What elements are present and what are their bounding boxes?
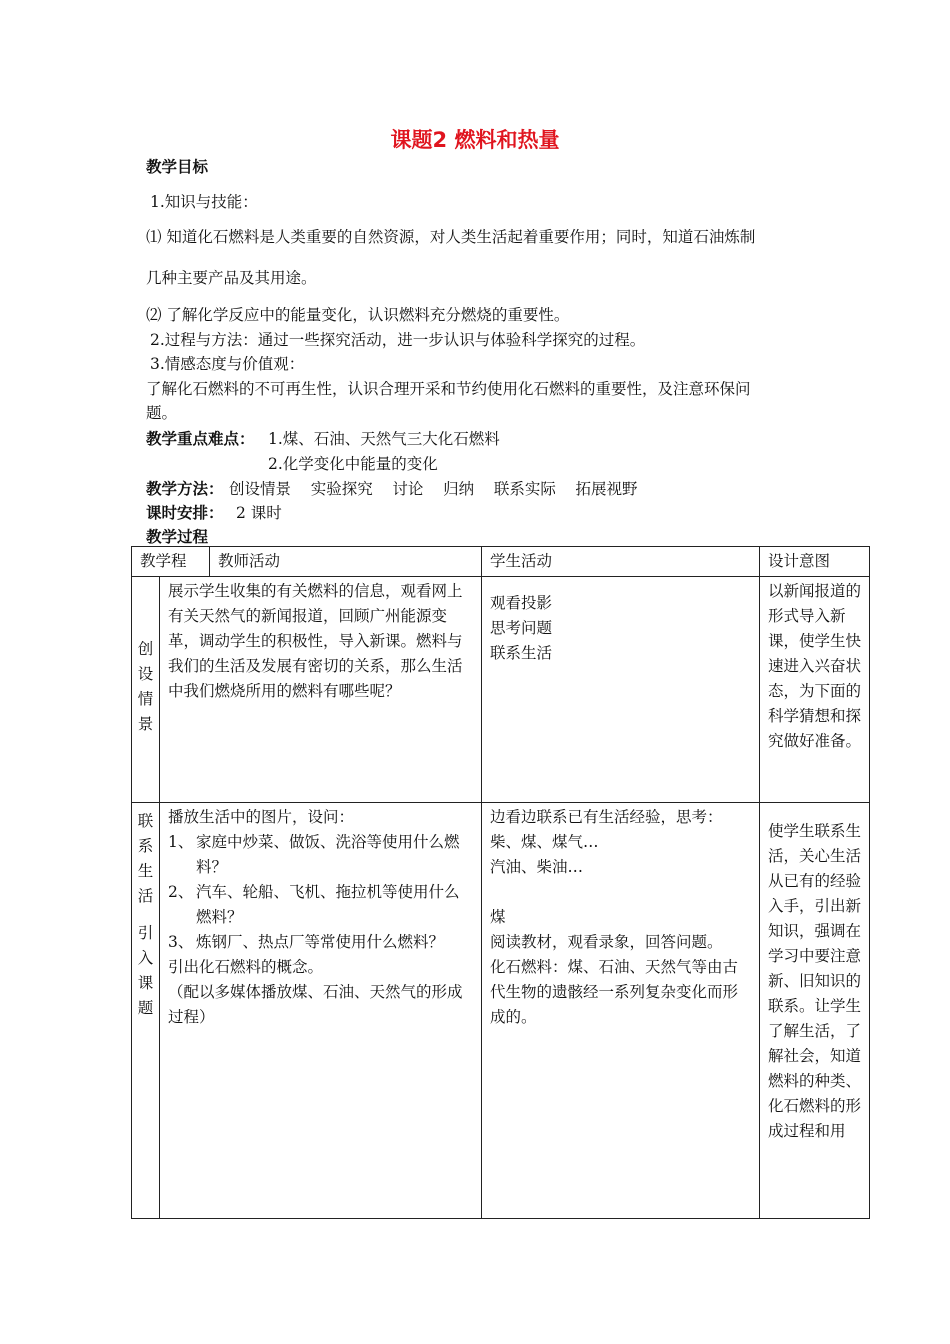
schedule-value: 2 课时 xyxy=(236,504,282,522)
header-intent: 设计意图 xyxy=(760,547,870,577)
student-activity-1: 观看投影 思考问题 联系生活 xyxy=(482,577,760,803)
question-1: 1、 家庭中炒菜、做饭、洗浴等使用什么燃料？ xyxy=(168,833,460,876)
methods-value: 创设情景 实验探究 讨论 归纳 联系实际 拓展视野 xyxy=(229,480,638,498)
goal-knowledge: 1.知识与技能： xyxy=(150,193,258,211)
question-2: 2、 汽车、轮船、飞机、拖拉机等使用什么燃料？ xyxy=(168,883,460,926)
teacher-note: （配以多媒体播放煤、石油、天然气的形成过程） xyxy=(168,983,463,1026)
lesson-process-table xyxy=(131,546,870,1219)
table-header-row xyxy=(132,547,870,577)
goal-attitude: 3.情感态度与价值观： xyxy=(150,355,305,373)
goal-knowledge-1-line2: 几种主要产品及其用途。 xyxy=(146,269,317,287)
teacher-lead: 引出化石燃料的概念。 xyxy=(168,958,324,976)
keypoint-1: 1.煤、石油、天然气三大化石燃料 xyxy=(268,430,500,448)
stage-create-scene: 创 设 情 景 xyxy=(132,577,160,803)
goal-knowledge-1-line1: ⑴ 知道化石燃料是人类重要的自然资源，对人类生活起着重要作用；同时，知道石油炼制 xyxy=(146,228,756,246)
design-intent-2: 使学生联系生活，关心生活从已有的经验入手，引出新知识，强调在学习中要注意新、旧知识的联系。让学生了解生活，了解社会，知道燃料的种类、化石燃料的形成过程和用 xyxy=(760,803,870,1219)
keypoint-2: 2.化学变化中能量的变化 xyxy=(268,455,438,473)
teacher-intro: 播放生活中的图片，设问： xyxy=(168,808,355,826)
goal-knowledge-2: ⑵ 了解化学反应中的能量变化，认识燃料充分燃烧的重要性。 xyxy=(146,306,570,324)
stage-life-intro: 联 系 生 活 引 入 课 题 xyxy=(132,803,160,1219)
goal-attitude-line2: 题。 xyxy=(146,404,178,422)
process-heading: 教学过程 xyxy=(146,528,209,546)
page-title: 课题2 燃料和热量 xyxy=(390,128,560,152)
design-intent-1: 以新闻报道的形式导入新课，使学生快速进入兴奋状态，为下面的科学猜想和探究做好准备。 xyxy=(760,577,870,803)
student-activity-2: 边看边联系已有生活经验，思考： 柴、煤、煤气… 汽油、柴油… 煤 阅读教材，观看录象，回答问题。 化石燃料：煤、石油、天然气等由古代生物的遗骸经一系列复杂变化而形成的。 xyxy=(482,803,760,1219)
question-3: 3、 炼钢厂、热点厂等常使用什么燃料？ xyxy=(168,933,445,951)
teacher-activity-1: 展示学生收集的有关燃料的信息，观看网上有关天然气的新闻报道，回顾广州能源变革，调动学生的积极性，导入新课。燃料与我们的生活及发展有密切的关系，那么生活中我们燃烧所用的燃料有哪些呢？ xyxy=(160,577,482,803)
schedule-label: 课时安排： xyxy=(146,504,224,522)
header-stage: 教学程 xyxy=(132,547,210,577)
goal-process: 2.过程与方法：通过一些探究活动，进一步认识与体验科学探究的过程。 xyxy=(150,331,646,349)
teacher-activity-2 xyxy=(160,803,482,1219)
header-teacher: 教师活动 xyxy=(210,547,482,577)
goal-attitude-line1: 了解化石燃料的不可再生性，认识合理开采和节约使用化石燃料的重要性，及注意环保问 xyxy=(146,380,751,398)
table-row xyxy=(132,803,870,1219)
keypoints-label: 教学重点难点： xyxy=(146,430,255,448)
goals-heading: 教学目标 xyxy=(146,158,209,176)
header-student: 学生活动 xyxy=(482,547,760,577)
methods-label: 教学方法： xyxy=(146,480,224,498)
table-row xyxy=(132,577,870,803)
